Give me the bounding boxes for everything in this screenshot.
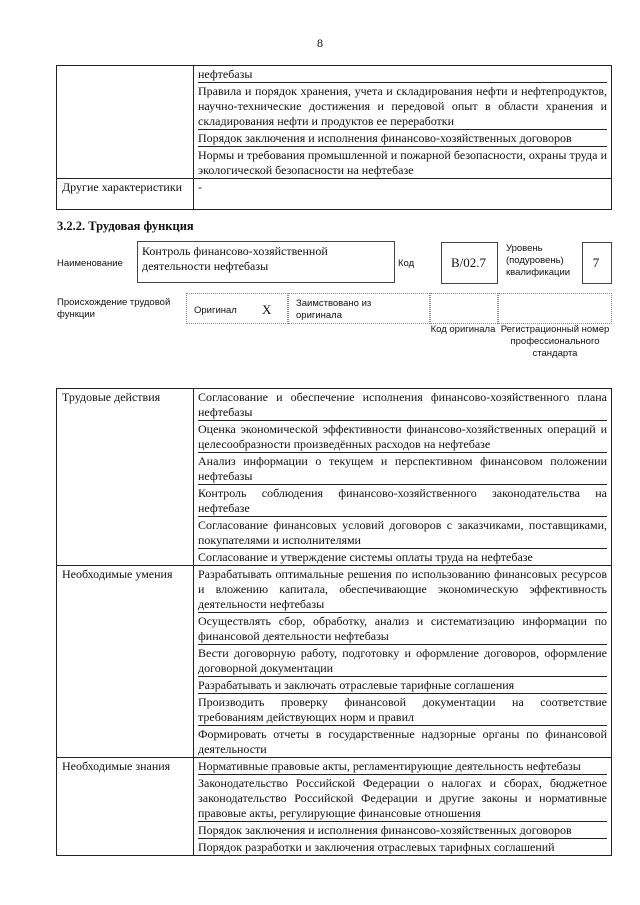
list-item: Производить проверку финансовой документации на соответствие требованиям действующих норм и правил xyxy=(198,695,607,724)
reg-number-box xyxy=(498,293,612,324)
list-item: Согласование финансовых условий договоров с заказчиками, поставщиками, покупателями и исполнителями xyxy=(198,518,607,547)
row-label: Необходимые знания xyxy=(57,758,194,856)
list-item: Вести договорную работу, подготовку и оформление договоров, оформление договорной документации xyxy=(198,646,607,675)
name-label: Наименование xyxy=(57,258,123,269)
row-label: Трудовые действия xyxy=(57,389,194,566)
original-label: Оригинал xyxy=(194,305,237,316)
list-item: Разрабатывать оптимальные решения по использованию финансовых ресурсов и вложению капитала, обеспечивающие экономическую эффективность деятельности нефтебазы xyxy=(198,567,607,611)
level-label: Уровень (подуровень) квалификации xyxy=(506,243,571,278)
list-item: Нормативные правовые акты, регламентирующие деятельность нефтебазы xyxy=(198,758,607,775)
list-item: Нормы и требования промышленной и пожарной безопасности, охраны труда и экологической безопасности на нефтебазе xyxy=(198,148,607,177)
main-table xyxy=(56,388,612,856)
section-title: 3.2.2. Трудовая функция xyxy=(57,219,194,233)
table-row xyxy=(57,566,612,758)
top-table xyxy=(56,65,612,210)
row-label: Другие характеристики xyxy=(57,179,194,210)
level-value: 7 xyxy=(592,255,600,270)
list-item: Формировать отчеты в государственные надзорные органы по финансовой деятельности xyxy=(198,727,607,756)
list-item: Порядок заключения и исполнения финансово-хозяйственных договоров xyxy=(198,822,607,839)
code-label: Код xyxy=(398,258,415,269)
table-row xyxy=(57,66,612,179)
list-item: Порядок разработки и заключения отраслевых тарифных соглашений xyxy=(198,840,555,854)
list-item: Осуществлять сбор, обработку, анализ и систематизацию информации по финансовой деятельности нефтебазы xyxy=(198,614,607,643)
page-number: 8 xyxy=(317,36,323,50)
reg-number-caption: Регистрационный номер профессионального стандарта xyxy=(500,324,610,359)
list-item: Разрабатывать и заключать отраслевые тарифные соглашения xyxy=(198,677,607,694)
list-item: Согласование и обеспечение исполнения финансово-хозяйственного плана нефтебазы xyxy=(198,390,607,419)
row-label xyxy=(57,66,194,179)
table-row xyxy=(57,758,612,856)
name-value: Контроль финансово-хозяйственной деятельности нефтебазы xyxy=(142,244,328,273)
list-item: Контроль соблюдения финансово-хозяйственного законодательства на нефтебазе xyxy=(198,486,607,515)
list-item: Правила и порядок хранения, учета и складирования нефти и нефтепродуктов, научно-технические достижения и передовой опыт в области хранения и складирования нефти и продуктов ее переработки xyxy=(198,84,607,128)
code-value: B/02.7 xyxy=(450,255,487,270)
list-item: нефтебазы xyxy=(198,66,607,83)
origin-label: Происхождение трудовой функции xyxy=(57,297,171,320)
list-item: Порядок заключения и исполнения финансово-хозяйственных договоров xyxy=(198,130,607,147)
list-item: Анализ информации о текущем и перспективном финансовом положении нефтебазы xyxy=(198,454,607,483)
list-item: Согласование и утверждение системы оплаты труда на нефтебазе xyxy=(198,550,533,564)
code-original-caption: Код оригинала xyxy=(430,324,496,335)
list-item: Оценка экономической эффективности финансово-хозяйственных операций и целесообразности произведённых расходов на нефтебазе xyxy=(198,422,607,451)
list-item: Законодательство Российской Федерации о налогах и сборах, бюджетное законодательство Российской Федерации и другие законы и нормативные правовые акты, регулирующие финансовые отношения xyxy=(198,776,607,820)
table-row xyxy=(57,389,612,566)
row-label: Необходимые умения xyxy=(57,566,194,758)
code-original-box xyxy=(430,293,498,324)
list-item: - xyxy=(198,180,202,194)
table-row xyxy=(57,179,612,210)
original-mark: X xyxy=(262,302,272,317)
borrowed-label: Заимствовано из оригинала xyxy=(296,298,372,321)
